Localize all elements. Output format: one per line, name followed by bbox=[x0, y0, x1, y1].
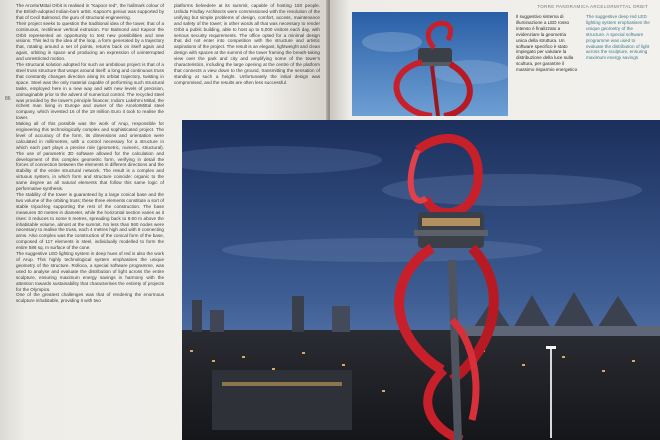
paragraph: The ArcelorMittal Orbit is realised in "Kapoor red", the hallmark colour of the British-adopted Indian-born artist. Kapoor's genius was supported by that of Cecil Balmond, the guru of structural engineering. bbox=[16, 3, 164, 20]
tower-night-photo bbox=[182, 120, 660, 440]
paragraph: One of the greatest challenges was that of rendering the enormous sculpture inhabitable, providing it with two bbox=[16, 292, 164, 304]
caption-italian: Il suggestivo sistema di illuminazione a LED rosso intenso è finalizzato a evidenziare la geometria unica della struttura. Un software specifico è stato impiegato per valutare la distribuzione della luce sulla scultura, per garantire il massimo risparmio energetico bbox=[516, 14, 578, 73]
paragraph: Their project seeks to question the traditional idea of the tower, that of a continuous, rectilinear vertical extrusion. For Balmond and Kapoor the Orbit represented an opportunity to test new possibilities and new visions. This led to the idea of the loop, a form generated by a trajectory that, rotating around a set of points, returns back on itself again and again, orbiting in space and producing an expression of uninterrupted and unrestricted motion. bbox=[16, 20, 164, 62]
caption-english: The suggestive deep red LED lighting system emphasises the unique geometry of the structure. A special software programme was used to evaluate the distribution of light across the sculpture, ensuring maximum energy savings bbox=[586, 14, 650, 61]
paragraph: The structural solution adopted for such an ambitious project is that of a steel truss structure that wraps around itself: a long and continuous truss that constantly changes direction along its orbital trajectory, twisting in space. Steel was the only material capable of performing such structural tasks, employed here in a new way and with new levels of precision, unimaginable prior to the advent of numerical control. The recycled steel was provided by the tower's principle financer, India's Lakshmi Mittal, the richest man living in Europe and owner of the ArcelorMittal steel company, which invested 16 of the 19 million Euro it took to realise the tower. bbox=[16, 62, 164, 121]
tower-detail-photo bbox=[352, 12, 508, 116]
running-title: TORRE PANORAMICA ARCELORMITTAL ORBIT bbox=[537, 4, 648, 9]
page-number: 86 bbox=[5, 96, 11, 102]
paragraph: platforms belvedere at its summit, capable of hosting 150 people. Ushida Findlay Architects were commissioned with the resolution of the unifying but simple problems of design, comfort, access, maintenance and safety of the tower; in other words all that was necessary to render Orbit a public building, able to host up to 5,000 visitors each day, with serious security requirements. The office opted for a minimal design that did not enter into competition with the structure and artistic aspirations of the project. The result is an elegant, lightweight and clean design with spaces at the summit of the tower framing the breath-taking view over the park and city and amplifying some of the tower's characteristics, including the large opening at the centre of the platform that connects a view down to the ground, transmitting the sensation of standing at such a height. Unfortunately the initial design was compromised, and the results are often less successful. bbox=[174, 3, 320, 85]
paragraph: The suggestive LED lighting system in deep hues of red is also the work of Arup. This highly technological system emphasises the unique geometry of the structure. Rolloca, a special software programme, was used to analyse and evaluate the distribution of light across the entire sculpture, ensuring maximum energy savings in harmony with the attention towards sustainability that characterises the entirety of projects for the Olympics. bbox=[16, 251, 164, 292]
paragraph: Making all of this possible was the work of Arup, responsible for engineering this technologically complex and sophisticated project. The level of accuracy of the form, its dimensions and orientation were calculated in millimetres, with a control necessary for a structure in which each part plays a precise role (geometric, numeric, structural). The use of parametric 3D software allowed for the calculation and development of this complex geometric form, verifying in detail the forces of connection between the elements in different directions and the stability of the entire structural network. The result is a complex and virtuous system, in which form and structure coincide: organic to the same degree as all natural elements that follow this same logic of performative synthesis. bbox=[16, 121, 164, 192]
paragraph: The stability of the tower is guaranteed by a large conical base and the two volume of the orbiting truss; these three elements constitute a sort of stable tripod-leg supporting the rest of the construction. The base measures 30 metres in diameter, while the horizontal section varies as it rises: it reduces to some 5 metres, spreading back to 9.60 m above the inhabitable volume, almost at the summit. No less than 560 nodes were necessary to realise the truss, each 4 metres high and with 8 connecting arms. Also complex was the construction of the conical form of the base, composed of 117 elements in steel, individually modelled to form the entire 586 sq. m surface of the cone. bbox=[16, 192, 164, 251]
article-column-1 bbox=[16, 3, 164, 437]
